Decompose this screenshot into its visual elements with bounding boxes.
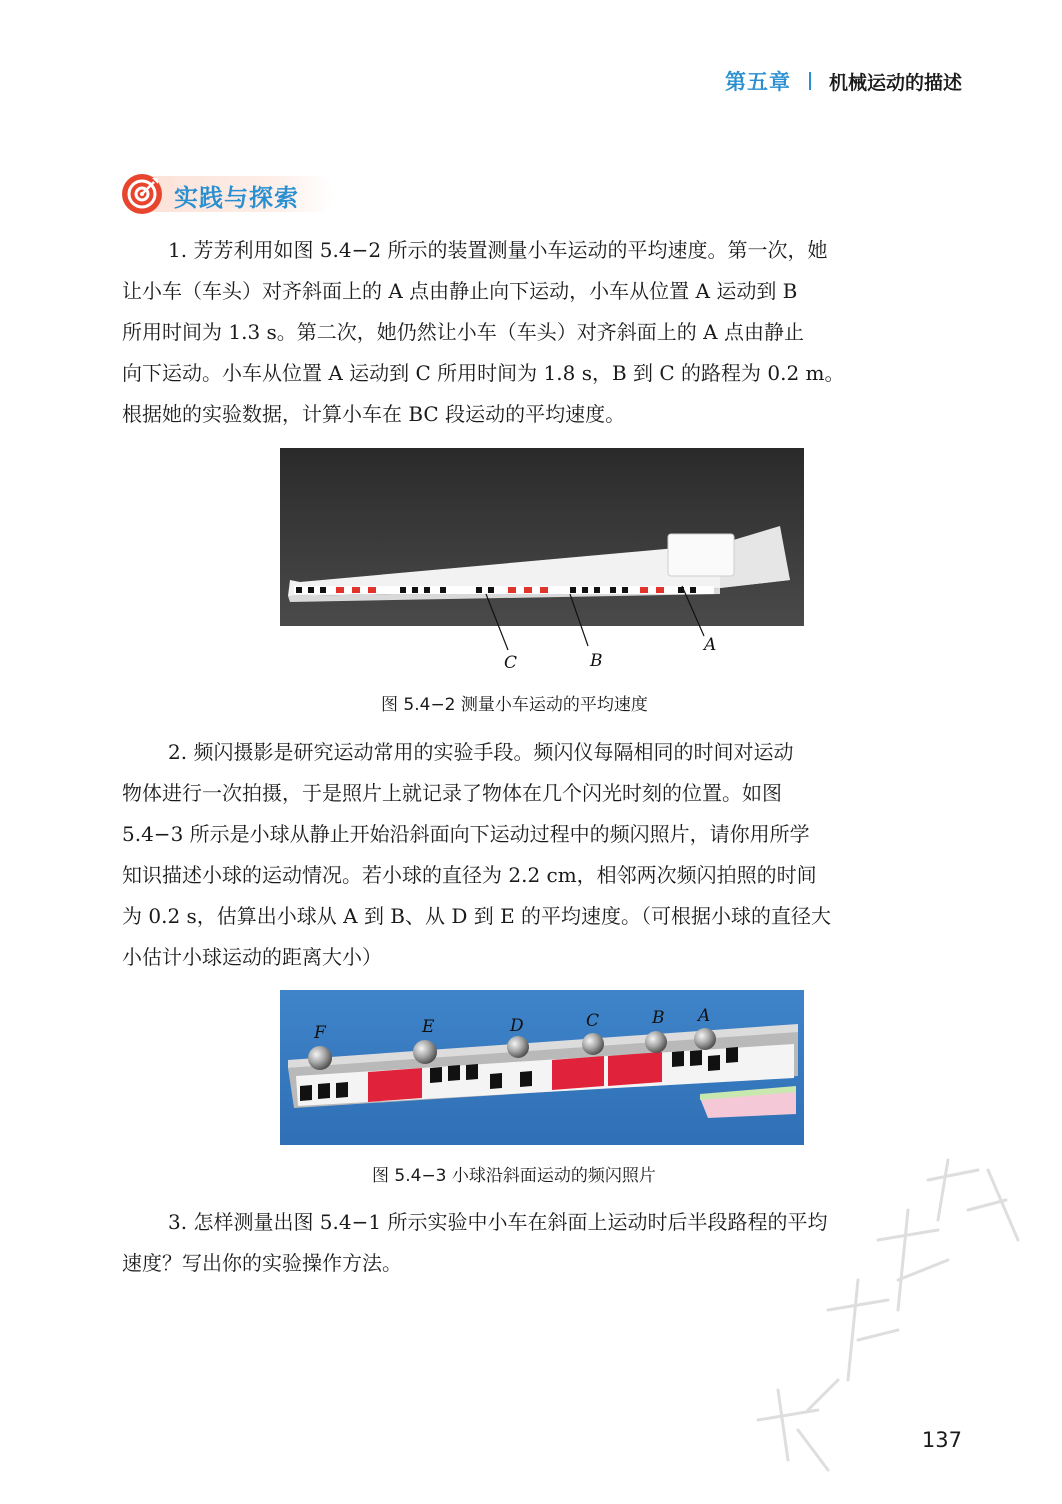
label-e: E (422, 1017, 435, 1037)
label-b: B (652, 1008, 665, 1028)
chapter-label: 第五章 (724, 70, 791, 94)
label-c: C (586, 1011, 600, 1031)
ball-c (582, 1033, 604, 1055)
problem-2-line: 物体进行一次拍摄，于是照片上就记录了物体在几个闪光时刻的位置。如图 (122, 781, 782, 805)
ball-a (694, 1028, 716, 1050)
problem-2-line: 5.4−3 所示是小球从静止开始沿斜面向下运动过程中的频闪照片，请你用所学 (122, 822, 810, 846)
ball-e (413, 1040, 437, 1064)
header-divider (809, 72, 811, 90)
problem-2 (122, 732, 964, 978)
strobe-photo (280, 990, 804, 1145)
problem-3-line: 速度？写出你的实验操作方法。 (122, 1251, 402, 1275)
label-a: A (704, 635, 717, 655)
problem-2-line: 2. 频闪摄影是研究运动常用的实验手段。频闪仪每隔相同的时间对运动 (168, 740, 794, 764)
section-title: 实践与探索 (174, 184, 299, 212)
target-icon (120, 172, 164, 216)
problem-1-line: 让小车（车头）对齐斜面上的 A 点由静止向下运动，小车从位置 A 运动到 B (122, 279, 798, 303)
figure-1-caption: 图 5.4−2 测量小车运动的平均速度 (381, 695, 648, 715)
problem-1 (122, 230, 964, 435)
ball-f (308, 1046, 332, 1070)
problem-2-line: 小估计小球运动的距离大小） (122, 945, 382, 969)
problem-1-line: 1. 芳芳利用如图 5.4−2 所示的装置测量小车运动的平均速度。第一次，她 (168, 238, 828, 262)
cart (668, 534, 734, 576)
figure-2-caption: 图 5.4−3 小球沿斜面运动的频闪照片 (372, 1166, 656, 1186)
problem-3-line: 3. 怎样测量出图 5.4−1 所示实验中小车在斜面上运动时后半段路程的平均 (168, 1210, 828, 1234)
label-b: B (590, 651, 603, 671)
ramp-photo (280, 448, 804, 678)
chapter-title: 机械运动的描述 (828, 71, 962, 94)
label-f: F (314, 1023, 326, 1043)
ball-d (507, 1036, 529, 1058)
section-heading (120, 172, 340, 216)
label-c: C (504, 653, 518, 673)
problem-1-line: 向下运动。小车从位置 A 运动到 C 所用时间为 1.8 s，B 到 C 的路程为 0.2 m。 (122, 361, 845, 385)
problem-2-line: 知识描述小球的运动情况。若小球的直径为 2.2 cm，相邻两次频闪拍照的时间 (122, 863, 817, 887)
ruler-marks (294, 586, 714, 594)
label-a: A (698, 1006, 711, 1026)
ball-b (645, 1031, 667, 1053)
problem-1-line: 根据她的实验数据，计算小车在 BC 段运动的平均速度。 (122, 402, 626, 426)
label-d: D (510, 1016, 524, 1036)
problem-2-line: 为 0.2 s，估算出小球从 A 到 B、从 D 到 E 的平均速度。（可根据小球的直径大 (122, 904, 832, 928)
problem-1-line: 所用时间为 1.3 s。第二次，她仍然让小车（车头）对齐斜面上的 A 点由静止 (122, 320, 804, 344)
running-header (725, 66, 962, 96)
publisher-watermark (738, 1140, 1038, 1480)
page-number: 137 (921, 1428, 962, 1452)
